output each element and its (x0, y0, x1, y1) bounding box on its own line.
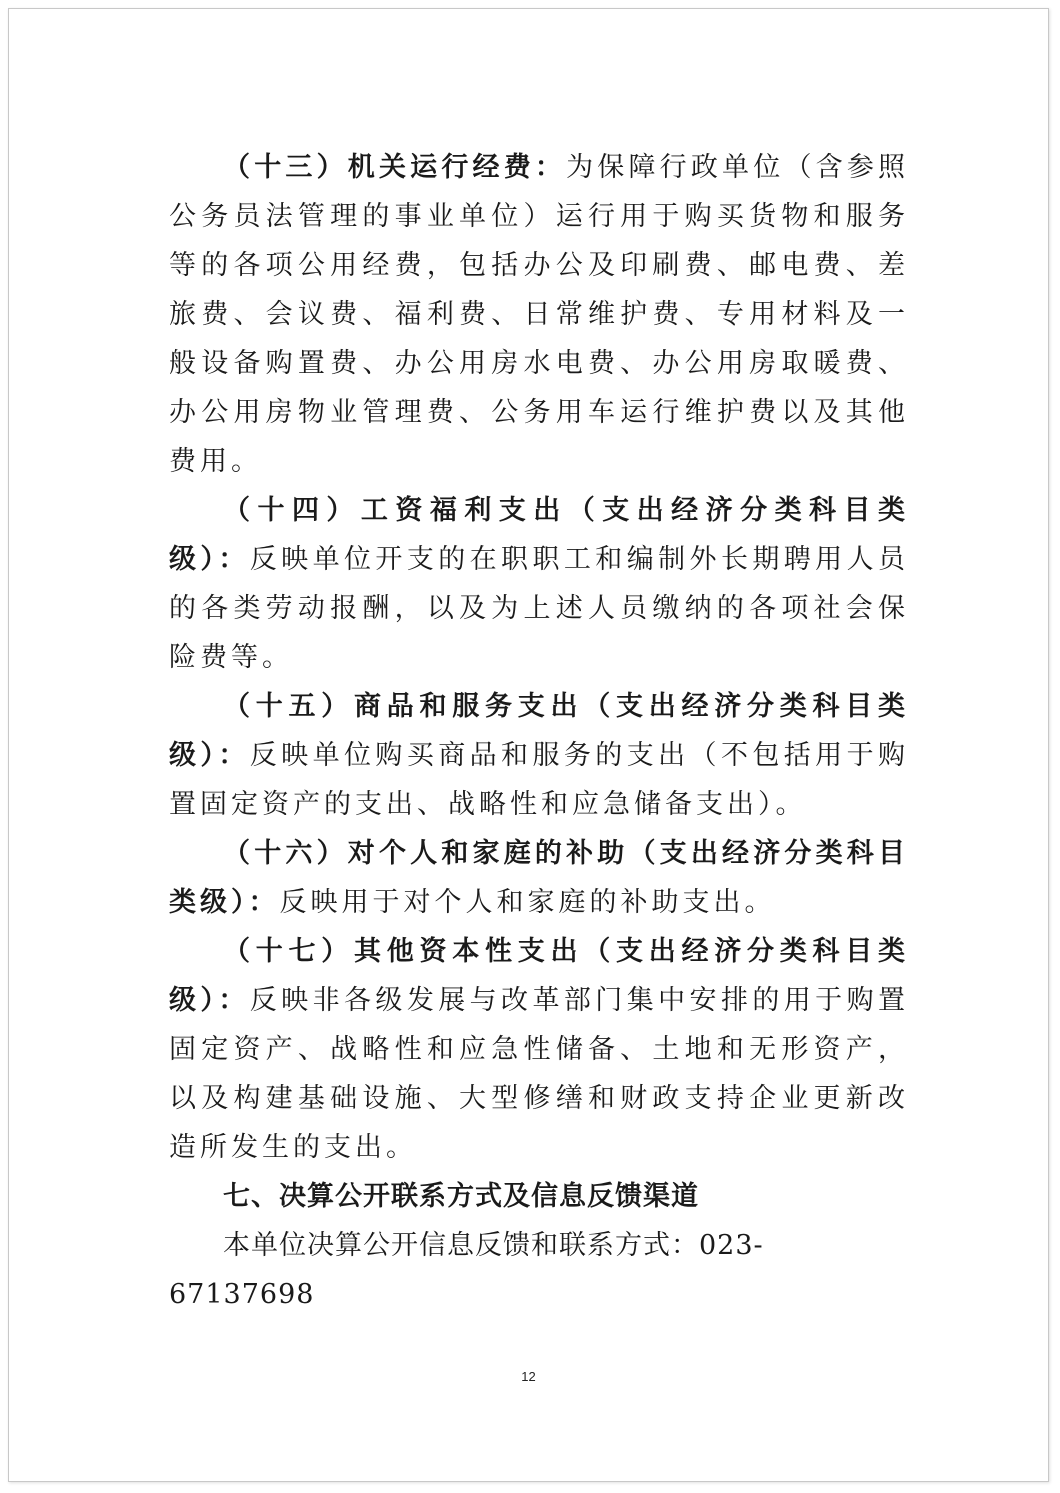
paragraph-17-lead: （十七）其他资本性支出（支出经济分类科目类级）： (169, 936, 909, 1016)
paragraph-13 (169, 143, 909, 486)
paragraph-15-text: 反映单位购买商品和服务的支出（不包括用于购置固定资产的支出、战略性和应急储备支出）。 (169, 740, 910, 820)
paragraph-17-text: 反映非各级发展与改革部门集中安排的用于购置固定资产、战略性和应急性储备、土地和无形资产，以及构建基础设施、大型修缮和财政支持企业更新改造所发生的支出。 (169, 985, 910, 1163)
paragraph-16-lead: （十六）对个人和家庭的补助（支出经济分类科目类级）： (169, 838, 909, 918)
paragraph-16-text: 反映用于对个人和家庭的补助支出。 (279, 887, 776, 918)
paragraph-14-text: 反映单位开支的在职职工和编制外长期聘用人员的各类劳动报酬，以及为上述人员缴纳的各项社会保险费等。 (169, 544, 910, 673)
page-number: 12 (521, 1369, 536, 1384)
paragraph-14 (169, 486, 909, 682)
paragraph-16 (169, 829, 909, 927)
paragraph-13-lead: （十三）机关运行经费： (223, 152, 567, 183)
paragraph-14-lead: （十四）工资福利支出（支出经济分类科目类级）： (169, 495, 909, 575)
contact-info: 本单位决算公开信息反馈和联系方式：023-67137698 (169, 1230, 764, 1310)
paragraph-13-text: 为保障行政单位（含参照公务员法管理的事业单位）运行用于购买货物和服务等的各项公用经费，包括办公及印刷费、邮电费、差旅费、会议费、福利费、日常维护费、专用材料及一般设备购置费、办公用房水电费、办公用房取暖费、办公用房物业管理费、公务用车运行维护费以及其他费用。 (169, 152, 910, 477)
section-heading: 七、决算公开联系方式及信息反馈渠道 (223, 1181, 699, 1212)
paragraph-17 (169, 927, 909, 1172)
document-page (8, 8, 1049, 1482)
paragraph-15-lead: （十五）商品和服务支出（支出经济分类科目类级）： (169, 691, 909, 771)
page-content (169, 143, 909, 1319)
paragraph-15 (169, 682, 909, 829)
